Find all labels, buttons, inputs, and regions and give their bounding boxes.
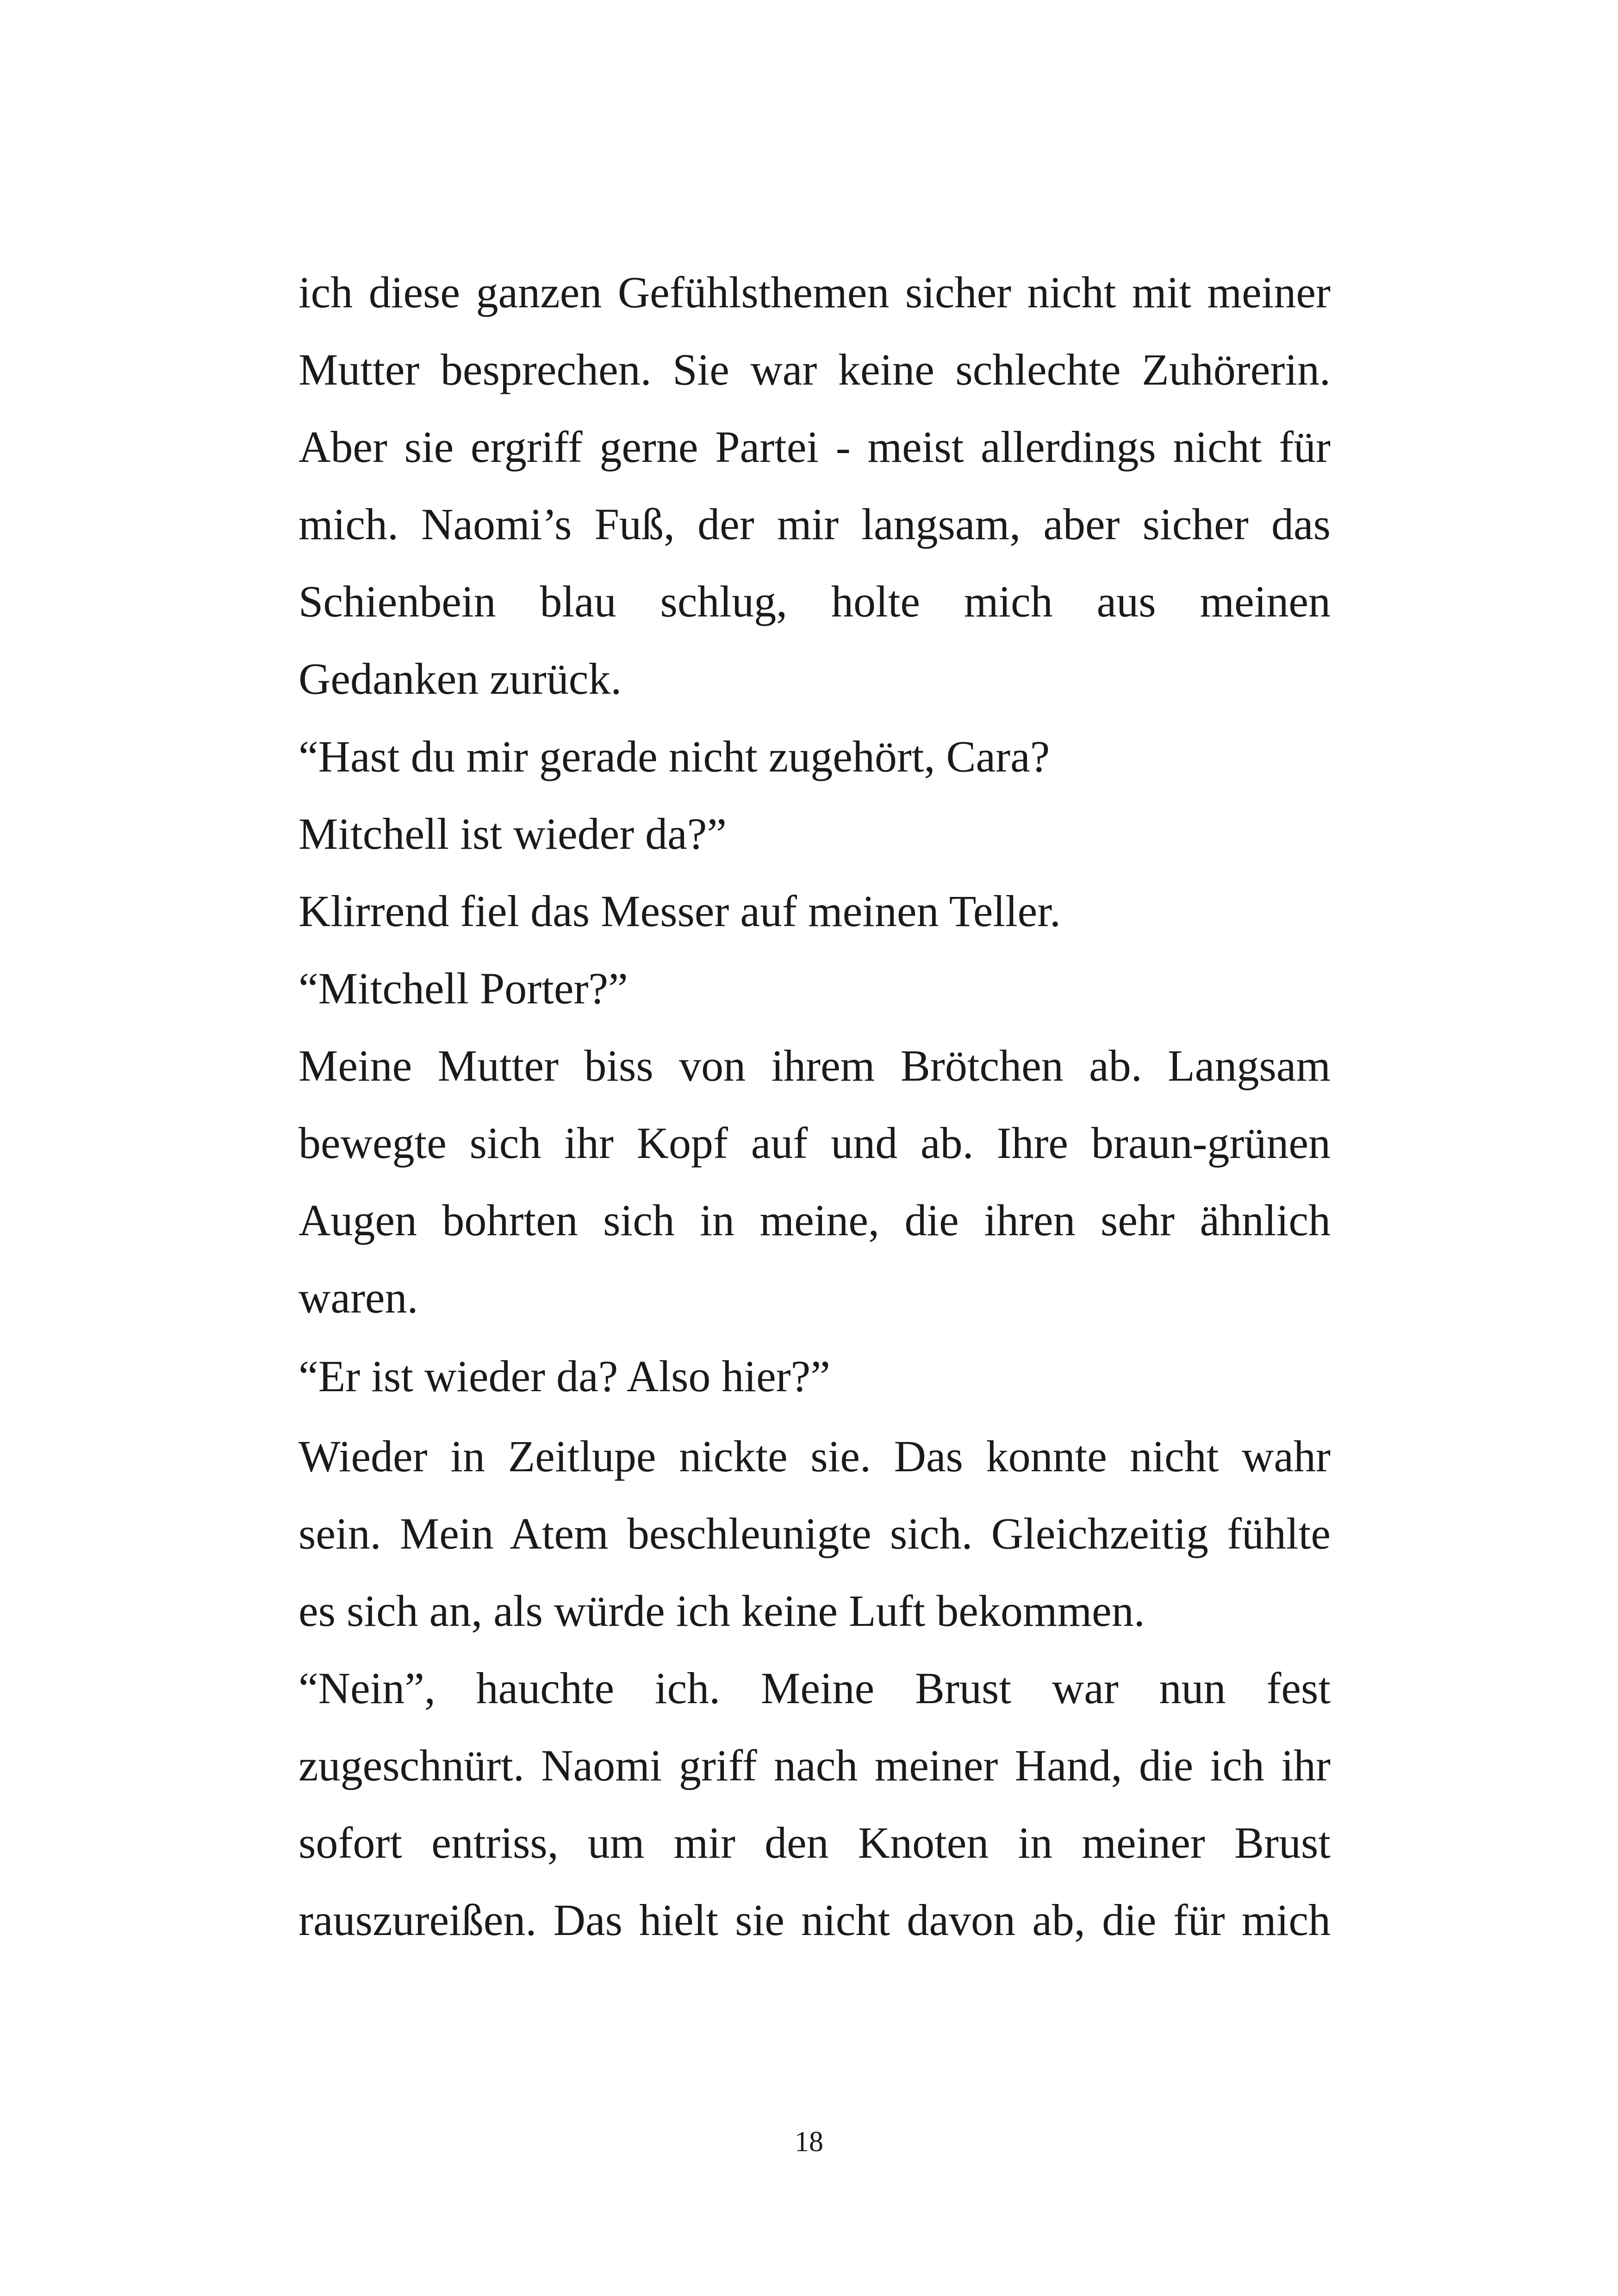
text-line: sein. Mein Atem beschleunigte sich. Gleichzeitig fühlte bbox=[299, 1509, 1331, 1558]
text-line: Klirrend fiel das Messer auf meinen Teller. bbox=[299, 886, 1061, 936]
text-line: “Er ist wieder da? Also hier?” bbox=[299, 1351, 830, 1401]
text-line: “Mitchell Porter?” bbox=[299, 964, 628, 1013]
text-line: es sich an, als würde ich keine Luft bekommen. bbox=[299, 1586, 1145, 1636]
text-line: Mitchell ist wieder da?” bbox=[299, 809, 727, 859]
text-line: “Nein”, hauchte ich. Meine Brust war nun fest bbox=[299, 1663, 1331, 1713]
text-line: Wieder in Zeitlupe nickte sie. Das konnte nicht wahr bbox=[299, 1431, 1331, 1481]
text-line: Gedanken zurück. bbox=[299, 654, 622, 703]
text-line: Mutter besprechen. Sie war keine schlechte Zuhörerin. bbox=[299, 345, 1331, 394]
text-line: Aber sie ergriff gerne Partei - meist allerdings nicht für bbox=[299, 422, 1331, 472]
text-line: rauszureißen. Das hielt sie nicht davon ab, die für mich bbox=[299, 1895, 1331, 1945]
text-line: ich diese ganzen Gefühlsthemen sicher nicht mit meiner bbox=[299, 268, 1331, 317]
text-line: zugeschnürt. Naomi griff nach meiner Hand, die ich ihr bbox=[299, 1741, 1331, 1790]
text-line: Meine Mutter biss von ihrem Brötchen ab. Langsam bbox=[299, 1041, 1331, 1090]
text-line: Schienbein blau schlug, holte mich aus meinen bbox=[299, 577, 1331, 626]
text-line: Augen bohrten sich in meine, die ihren sehr ähnlich bbox=[299, 1195, 1331, 1245]
text-line: mich. Naomi’s Fuß, der mir langsam, aber sicher das bbox=[299, 499, 1331, 549]
text-line: sofort entriss, um mir den Knoten in meiner Brust bbox=[299, 1818, 1331, 1867]
text-line: bewegte sich ihr Kopf auf und ab. Ihre braun-grünen bbox=[299, 1118, 1331, 1168]
text-line: “Hast du mir gerade nicht zugehört, Cara? bbox=[299, 732, 1050, 781]
page-number: 18 bbox=[795, 2126, 823, 2158]
text-line: waren. bbox=[299, 1273, 418, 1322]
